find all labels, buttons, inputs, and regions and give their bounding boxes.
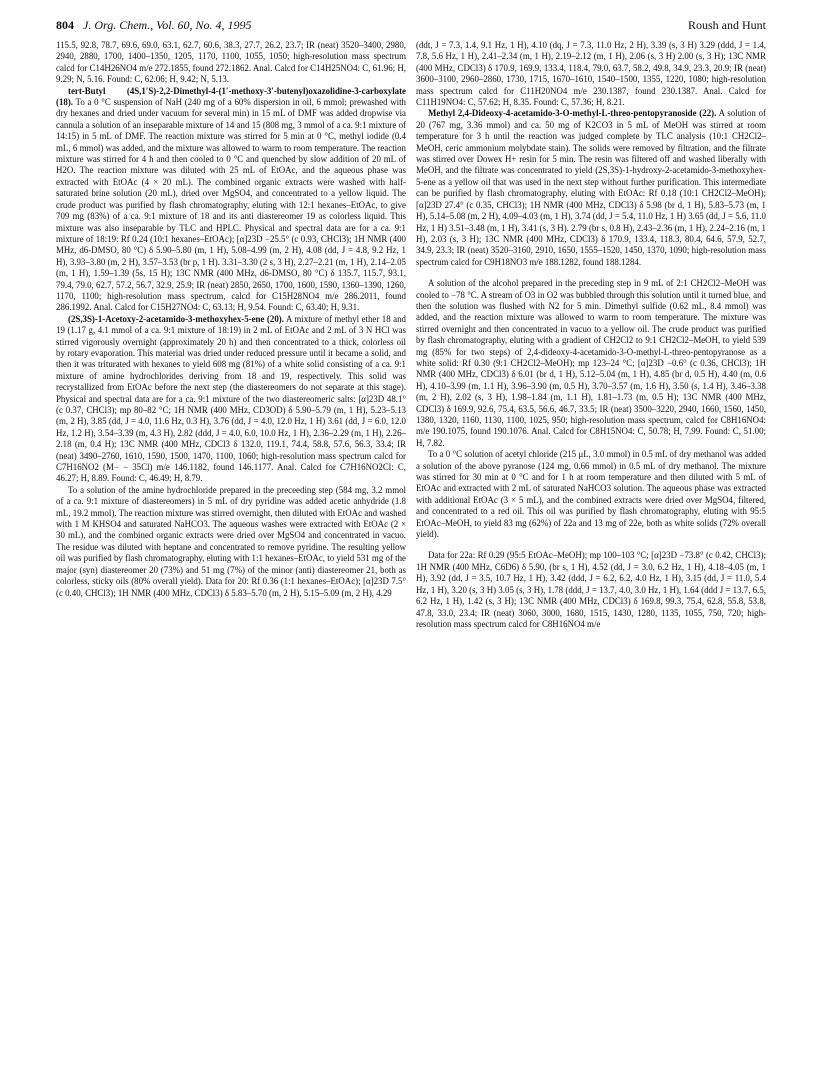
journal-citation: J. Org. Chem., Vol. 60, No. 4, 1995 bbox=[83, 18, 252, 32]
page-header bbox=[56, 18, 766, 36]
paragraph: 115.5, 92.8, 78.7, 69.6, 69.0, 63.1, 62.7, 60.6, 38.3, 27.7, 26.2, 23.7; IR (neat) 3520–3400, 2980, 2940, 2880, 1700, 1400–1350, 1205, 1170, 1100, 1055, 1050; high-resolution mass spectrum calcd for C14H26NO4 m/e 272.1855, found 272.1862. Anal. Calcd for C14H25NO4: C, 61.96; H, 9.29; N, 5.16. Found: C, 62.06; H, 9.42; N, 5.13. bbox=[56, 40, 406, 85]
right-column bbox=[416, 40, 766, 630]
paragraph: To a solution of the amine hydrochloride prepared in the preceeding step (584 mg, 3.2 mmol of a ca. 9:1 mixture of diastereomers) in 5 mL of dry pyridine was added acetic anhydride (1.8 mL, 19.2 mmol). The reaction mixture was stirred overnight, then diluted with EtOAc and washed with 1 M KHSO4 and saturated NaHCO3. The aqueous washes were extracted with EtOAc (2 × 30 mL), and the combined organic extracts were dried over MgSO4 and concentrated in vacuo. The residue was diluted with heptane and concentrated to remove pyridine. The resulting yellow oil was purified by flash chromatography, eluting with 1:1 hexanes–EtOAc, to yield 531 mg of the major (syn) diastereomer 20 (73%) and 51 mg (7%) of the minor (anti) diastereomer 21, both as colorless, sticky oils (80% overall yield). Data for 20: Rf 0.36 (1:1 hexanes–EtOAc); [α]23D 7.5° (c 0.40, CHCl3); 1H NMR (400 MHz, CDCl3) δ 5.83–5.70 (m, 2 H), 5.15–5.09 (m, 2 H), 4.29 bbox=[56, 484, 406, 598]
page-number: 804 bbox=[56, 18, 74, 32]
paragraph: Data for 22a: Rf 0.29 (95:5 EtOAc–MeOH); mp 100–103 °C; [α]23D −73.8° (c 0.42, CHCl3); 1H NMR (400 MHz, C6D6) δ 5.90, (br s, 1 H), 4.52 (dd, J = 3.0, 6.2 Hz, 1 H), 4.18–4.05 (m, 1 H), 3.92 (dd, J = 3.5, 10.7 Hz, 1 H), 3.42 (ddd, J = 6.2, 6.2, 4.0 Hz, 1 H), 3.15 (dd, J = 11.0, 5.4 Hz, 1 H), 3.20 (s, 3 H) 3.05 (s, 3 H), 1.78 (ddd, J = 13.7, 4.0, 3.0 Hz, 1 H), 1.64 (ddd J = 13.7, 6.5, 6.2 Hz, 1 H), 1.42 (s, 3 H); 13C NMR (400 MHz, CDCl3) δ 169.8, 99.3, 75.4, 62.8, 55.8, 53.8, 47.8, 33.0, 23.4; IR (neat) 3060, 3000, 1680, 1515, 1430, 1280, 1135, 1055, 750, 720; high-resolution mass spectrum calcd for C8H16NO4 m/e bbox=[416, 550, 766, 629]
paragraph: A solution of the alcohol prepared in the preceding step in 9 mL of 2:1 CH2Cl2–MeOH was cooled to −78 °C. A stream of O3 in O2 was bubbled through this solution until it turned blue, and then the solution was flushed with N2 for 5 min. Dimethyl sulfide (0.62 mL, 8.4 mmol) was added, and the reaction mixture was allowed to warm to room temperature. The mixture was stirred overnight and then concentrated in vacuo to a yellow oil. The crude product was purified by flash chromatography, eluting with a gradient of CH2Cl2 to 9:1 CH2Cl2–MeOH, to yield 539 mg (85% for two steps) of 2,4-dideoxy-4-acetamido-3-O-methyl-L-threo-pentopyranose as a white solid: Rf 0.30 (9:1 CH2Cl2–MeOH); mp 123–24 °C; [α]23D −0.6° (c 0.36, CHCl3); 1H NMR (400 MHz, CDCl3) δ 6.01 (br d, 1 H), 5.12–5.04 (m, 1 H), 4.85 (br d, 0.5 H), 4.40 (m, 0.6 H), 4.10–3.99 (m, 1.1 H), 3.96–3.90 (m, 0.5 H), 3.70–3.57 (m, 1.6 H), 3.50 (s, 1.4 H), 3.46–3.38 (m, 2 H), 2.02 (s, 3 H), 1.98–1.84 (m, 1.1 H), 1.81–1.73 (m, 0.5 H); 13C NMR (400 MHz, CDCl3) δ 169.9, 92.6, 75.4, 63.5, 56.6, 46.7, 33.5; IR (neat) 3500–3220, 2940, 1660, 1560, 1450, 1380, 1320, 1160, 1130, 1100, 1025, 950; high-resolution mass spectrum, calcd for C8H16NO4: m/e 190.1075, found 190.1076. Anal. Calcd for C8H15NO4: C, 50.78; H, 7.99. Found: C, 51.00; H, 7.82. bbox=[416, 278, 766, 448]
paragraph: (ddt, J = 7.3, 1.4, 9.1 Hz, 1 H), 4.10 (dq, J = 7.3, 11.0 Hz, 2 H), 3.39 (s, 3 H) 3.29 (ddd, J = 1.4, 7.8, 5.6 Hz, 1 H), 2.41–2.34 (m, 1 H), 2.19–2.12 (m, 1 H), 2.06 (s, 3 H) 2.00 (s, 3 H); 13C NMR (400 MHz, CDCl3) δ 170.9, 169.9, 133.4, 118.4, 79.0, 63.7, 58.2, 49.8, 34.9, 23.3, 20.9; IR (neat) 3600–3100, 2960–2860, 1730, 1715, 1670–1610, 1540–1500, 1355, 1220, 1080; high-resolution mass spectrum calcd for C11H20NO4 m/e 230.1387, found 230.1387. Anal. Calcd for C11H19NO4: C, 57.62; H, 8.35. Found: C, 57.36; H, 8.21. bbox=[416, 40, 766, 108]
compound-heading: (2S,3S)-1-Acetoxy-2-acetamido-3-methoxyhex-5-ene (20). bbox=[68, 313, 284, 324]
left-column bbox=[56, 40, 406, 599]
compound-heading: tert-Butyl (4S,1′S)-2,2-Dimethyl-4-(1′-methoxy-3′-butenyl)oxazolidine-3-carboxylate (18). bbox=[56, 85, 406, 108]
paragraph: Methyl 2,4-Dideoxy-4-acetamido-3-O-methyl-L-threo-pentopyranoside (22). A solution of 20 (767 mg, 3.36 mmol) and ca. 50 mg of K2CO3 in 5 mL of MeOH was stirred at room temperature for 3 h until the reaction was judged complete by TLC analysis (10:1 CH2Cl2–MeOH, ceric ammonium molybdate stain). The solids were removed by filtration, and the filtrate was stirred over Dowex H+ resin for 5 min. The resin was filtered off and washed liberally with MeOH, and the filtrate was concentrated to yield (2S,3S)-1-hydroxy-2-acetamido-3-methoxyhex-5-ene as a yellow oil that was used in the next step without further purification. This intermediate can be purified by flash chromatography, eluting with EtOAc: Rf 0.18 (10:1 CH2Cl2–MeOH); [α]23D 27.4° (c 0.35, CHCl3); 1H NMR (400 MHz, CDCl3) δ 5.98 (br d, 1 H), 5.83–5.73 (m, 1 H), 5.14–5.08 (m, 2 H), 4.09–4.03 (m, 1 H), 3.74 (dd, J = 5.4, 11.0 Hz, 1 H) 3.65 (dd, J = 5.6, 11.0 Hz, 1 H) 3.51–3.48 (m, 1 H), 3.41 (s, 3 H). 2.79 (br s, 0.8 H), 2.43–2.36 (m, 1 H), 2.24–2.16 (m, 1 H), 2.03 (s, 3 H); 13C NMR (400 MHz, CDCl3) δ 170.9, 133.4, 118.3, 80.4, 64.6, 57.9, 52.7, 34.9, 23.3; IR (neat) 3520–3160, 2910, 1650, 1555–1520, 1450, 1370, 1090; high-resolution mass spectrum calcd for C9H18NO3 m/e 188.1282, found 188.1284. bbox=[416, 108, 766, 267]
running-authors: Roush and Hunt bbox=[688, 18, 766, 32]
paragraph: To a 0 °C solution of acetyl chloride (215 μL, 3.0 mmol) in 0.5 mL of dry methanol was added a solution of the above pyranose (124 mg, 0.66 mmol) in 0.5 mL of dry methanol. The mixture was stirred for 30 min at 0 °C and for 1 h at room temperature and then diluted with 5 mL of EtOAc and extracted with 2 mL of saturated NaHCO3 solution. The aqueous phase was extracted with additional EtOAc (3 × 5 mL), and the combined extracts were dried over MgSO4, filtered, and concentrated to a red oil. This oil was purified by flash chromatography, eluting with 95:5 EtOAc–MeOH, to yield 83 mg (62%) of 22a and 13 mg of 22e, both as white solids (72% overall yield). bbox=[416, 449, 766, 540]
paragraph: tert-Butyl (4S,1′S)-2,2-Dimethyl-4-(1′-methoxy-3′-butenyl)oxazolidine-3-carboxylate (18). To a 0 °C suspension of NaH (240 mg of a 60% dispersion in oil, 6 mmol; prewashed with dry hexanes and dried under vacuum for several min) in 15 mL of DMF was added dropwise via cannula a solution of an inseparable mixture of 14 and 15 (808 mg, 3 mmol of a ca. 9:1 mixture of 14:15) in 5 mL of DMF. The reaction mixture was stirred for 5 min at 0 °C, methyl iodide (0.4 mL, 6 mmol) was added, and the mixture was allowed to warm to room temperature. The reaction mixture was stirred for 4 h and then cooled to 0 °C and quenched by slow addition of 20 mL of H2O. The reaction mixture was diluted with 25 mL of EtOAc, and the aqueous phase was extracted with EtOAc (4 × 20 mL). The combined organic extracts were washed with half-saturated brine solution (20 mL), dried over MgSO4, and concentrated to a yellow liquid. The crude product was purified by flash chromatography, eluting with 12:1 hexanes–EtOAc, to give 709 mg (83%) of a ca. 9:1 mixture of 18 and its anti diastereomer 19 as colorless liquid. This mixture was also inseparable by TLC and HPLC. Physical and spectral data are for a ca. 9:1 mixture of 18:19: Rf 0.24 (10:1 hexanes–EtOAc); [α]23D −25.5° (c 0.93, CHCl3); 1H NMR (400 MHz, d6-DMSO, 80 °C) δ 5.90–5.80 (m, 1 H), 5.08–4.99 (m, 2 H), 4.08 (dd, J = 4.8, 9.2 Hz, 1 H), 3.93–3.80 (m, 2 H), 3.57–3.53 (br p, 1 H). 3.31–3.30 (2 s, 3 H), 2.27–2.21 (m, 1 H), 2.14–2.05 (m, 1 H), 1.59–1.39 (5s, 15 H); 13C NMR (400 MHz, d6-DMSO, 80 °C) δ 135.7, 115.7, 93.1, 79.4, 79.0, 62.7, 57.2, 56.7, 32.9, 25.9; IR (neat) 2850, 2650, 1700, 1600, 1590, 1360–1390, 1260, 1170, 1100; high-resolution mass spectrum, calcd for C15H28NO4 m/e 286.2011, found 286.1992. Anal. Calcd for C15H27NO4: C, 63.13; H, 9.54. Found: C, 63.40; H, 9.31. bbox=[56, 85, 406, 313]
paragraph: (2S,3S)-1-Acetoxy-2-acetamido-3-methoxyhex-5-ene (20). A mixture of methyl ether 18 and 19 (1.17 g, 4.1 mmol of a ca. 9:1 mixture of 18:19) in 2 mL of EtOAc and 2 mL of 3 N HCl was stirred vigorously overnight (approximately 20 h) and then concentrated to a thick, colorless oil by rotary evaporation. This material was dried under reduced pressure until it became a solid, and then it was triturated with hexanes to yield 608 mg (81%) of a white solid consisting of a ca. 9:1 mixture of amine hydrochlorides deriving from 18 and 19, respectively. This solid was recrystallized from EtOAc before the next step (the diastereomers do not separate at this stage). Physical and spectral data are for a ca. 9:1 mixture of the two diastereomeric salts: [α]23D 48.1° (c 0.37, CHCl3); mp 80–82 °C; 1H NMR (400 MHz, CD3OD) δ 5.90–5.79 (m, 1 H), 5.23–5.13 (m, 2 H), 3.85 (dd, J = 4.0, 11.6 Hz, 0.3 H), 3.76 (dd, J = 4.0, 12.0 Hz, 1 H) 3.61 (dd, J = 6.0, 12.0 Hz, 1.2 H), 3.54–3.39 (m, 4.3 H), 2.82 (ddd, J = 4.0, 6.0, 10.0 Hz, 1 H), 2.36–2.29 (m, 1 H), 2.26–2.18 (m, 0.4 H); 13C NMR (400 MHz, CDCl3 δ 132.0, 119.1, 74.4, 58.8, 57.6, 56.3, 33.4; IR (neat) 3490–2760, 1610, 1590, 1500, 1470, 1100, 1060; high-resolution mass spectrum calcd for C7H16NO2 (M− − 35Cl) m/e 146.1182, found 146.1177. Anal. Calcd for C7H16NO2Cl: C, 46.27; H, 8.89. Found: C, 46.49; H, 8.79. bbox=[56, 313, 406, 484]
compound-heading: Methyl 2,4-Dideoxy-4-acetamido-3-O-methyl-L-threo-pentopyranoside (22). bbox=[428, 108, 717, 119]
